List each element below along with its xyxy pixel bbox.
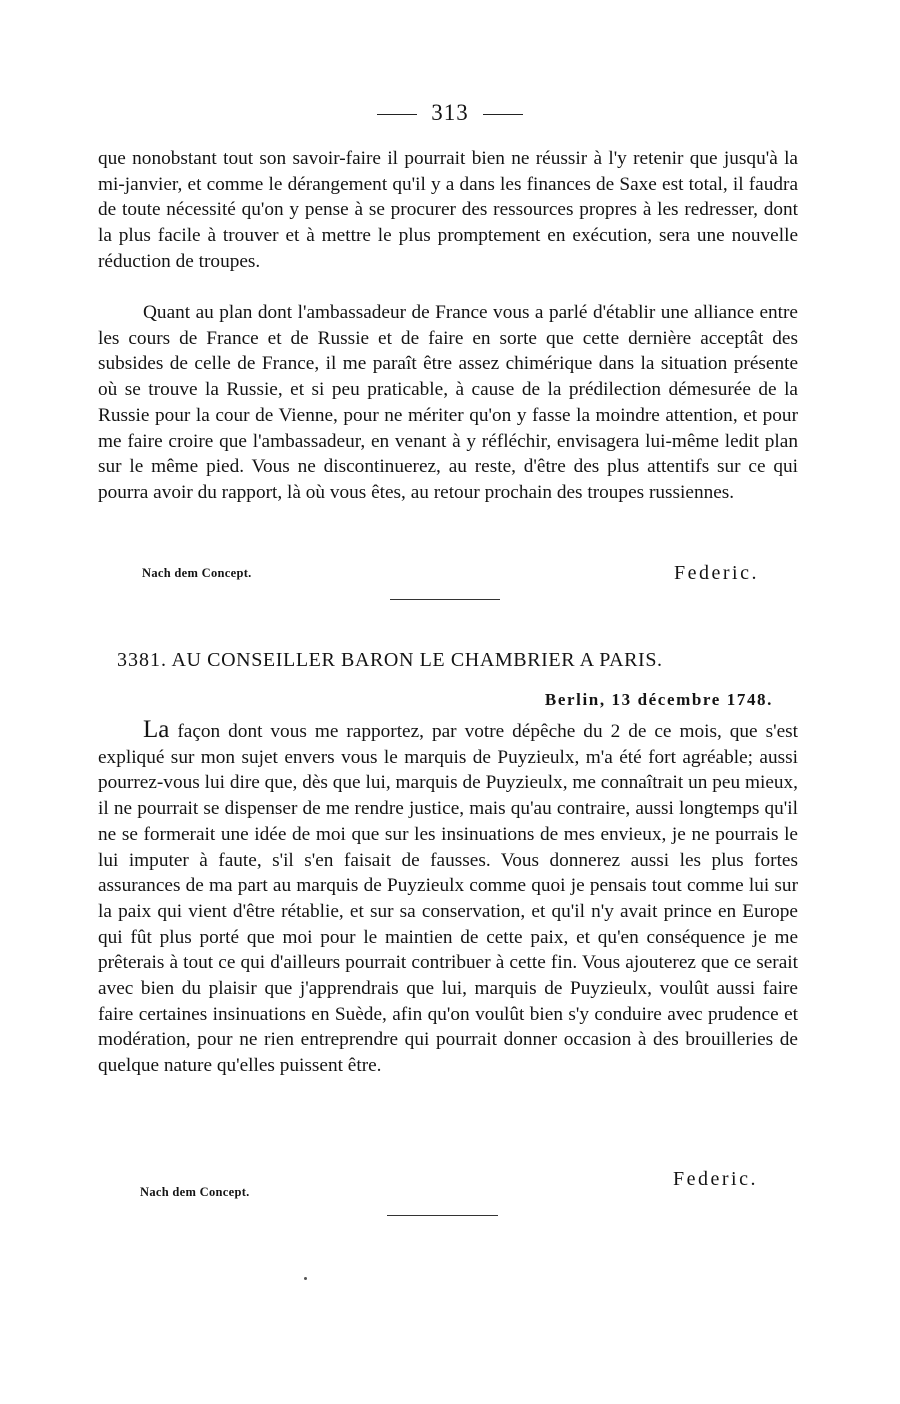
section-divider-2	[387, 1215, 498, 1216]
drop-initial: La	[143, 716, 170, 743]
page-number	[0, 100, 900, 126]
letter-title: AU CONSEILLER BARON LE CHAMBRIER A PARIS.	[171, 649, 663, 671]
letter-number: 3381.	[117, 649, 167, 671]
page-number-dash-left	[377, 114, 417, 115]
source-note-1: Nach dem Concept.	[142, 566, 252, 580]
ink-speck	[304, 1277, 307, 1280]
letter-paragraph-plan: Quant au plan dont l'ambassadeur de France vous a parlé d'établir une alliance entre les cours de France et de Russie et de faire en sorte que cette dernière acceptât des subsides de celle de France, il me paraît être assez chimérique dans la situation présente où se trouve la Russie, et si peu praticable, à cause de la prédilection démesurée de la Russie pour la cour de Vienne, pour ne mériter qu'on y fasse la moindre attention, et pour me faire croire que l'ambassadeur, en venant à y réfléchir, envisagera lui-même ledit plan sur le même pied. Vous ne discontinuerez, au reste, d'être des plus attentifs sur ce qui pourra avoir du rapport, là où vous êtes, au retour prochain des troupes russiennes.	[98, 302, 798, 503]
section-divider-1	[390, 599, 500, 600]
letter-body	[98, 717, 798, 1079]
letter-date-line: Berlin, 13 décembre 1748.	[544, 690, 773, 709]
letter-body-text: façon dont vous me rapportez, par votre dépêche du 2 de ce mois, que s'est expliqué sur mon sujet envers vous le marquis de Puyzieulx, m'a été fort agréable; aussi pourrez-vous lui dire que, dès que lui, marquis de Puyzieulx, me connaîtrait un peu mieux, il ne pourrait se dispenser de me rendre justice, mais qu'au contraire, aussi longtemps qu'il ne se formerait une idée de moi que sur les insinuations de mes envieux, je ne pourrais le lui imputer à faute, s'il s'en faisait de fausses. Vous donnerez aussi les plus fortes assurances de ma part au marquis de Puyzieulx comme quoi je pensais tout comme lui sur la paix qui vient d'être rétablie, et sur sa conservation, et qu'il n'y avait prince en Europe qui fût plus porté que moi pour le maintien de cette paix, et qu'en conséquence je me prêterais à tout ce qui d'ailleurs pourrait contribuer à cette fin. Vous ajouterez que ce serait avec bien du plaisir que j'apprendrais que lui, marquis de Puyzieulx, voulût aussi faire faire certaines insinuations en Suède, afin qu'on voulût bien s'y conduire avec prudence et modération, pour ne rien entreprendre qui pourrait donner occasion à des brouilleries de quelque nature qu'elles puissent être.	[98, 721, 798, 1077]
signature-2: Federic.	[673, 1168, 758, 1190]
signature-1: Federic.	[674, 562, 759, 584]
source-note-2: Nach dem Concept.	[140, 1185, 250, 1199]
page-number-value: 313	[431, 100, 469, 125]
page-number-dash-right	[483, 114, 523, 115]
letter-continuation-paragraph: que nonobstant tout son savoir-faire il pourrait bien ne réussir à l'y retenir que jusqu'à la mi-janvier, et comme le dérangement qu'il y a dans les finances de Saxe est total, il faudra de toute nécessité qu'on y pense à se procurer des ressources propres à les redresser, dont la plus facile à trouver et à mettre le plus promptement en exécution, sera une nouvelle réduction de troupes.	[98, 148, 798, 272]
letter-heading	[117, 649, 663, 672]
